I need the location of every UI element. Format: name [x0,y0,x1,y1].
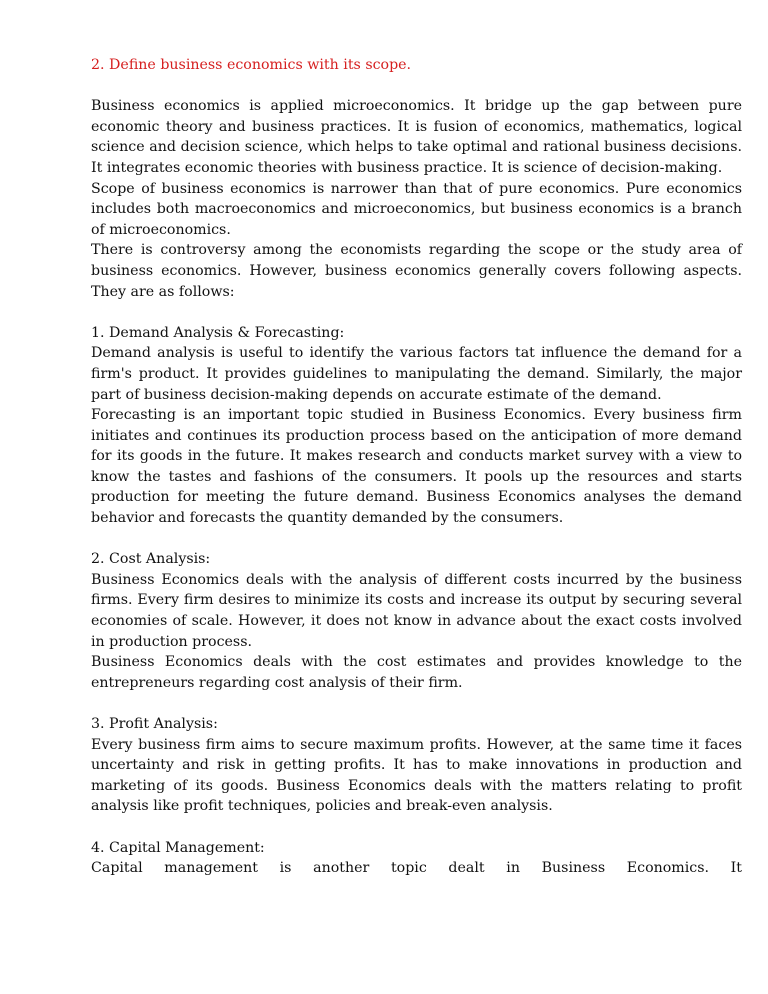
document-page [91,55,742,879]
intro-paragraph: Scope of business economics is narrower than that of pure economics. Pure economics includes both macroeconomics and microeconomics, but business economics is a branch of microeconomics. [91,180,742,238]
section-title-cost: 2. Cost Analysis: [91,551,211,568]
section-title-capital: 4. Capital Management: [91,839,265,856]
section-paragraph: Forecasting is an important topic studied in Business Economics. Every business firm initiates and continues its production process based on the anticipation of more demand for its goods in the future. It makes research and conducts market survey with a view to know the tastes and fashions of the consumers. It pools up the resources and starts production for meeting the future demand. Business Economics analyses the demand behavior and forecasts the quantity demanded by the consumers. [91,407,742,527]
section-paragraph: Demand analysis is useful to identify the various factors tat influence the demand for a firm's product. It provides guidelines to manipulating the demand. Similarly, the major part of business decision-making depends on accurate estimate of the demand. [91,345,742,403]
section-paragraph: Business Economics deals with the cost estimates and provides knowledge to the entrepreneurs regarding cost analysis of their firm. [91,654,742,691]
question-heading: 2. Define business economics with its scope. [91,57,412,73]
intro-paragraph: Business economics is applied microeconomics. It bridge up the gap between pure economic theory and business practices. It is fusion of economics, mathematics, logical science and decision science, which helps to take optimal and rational business decisions. It integrates economic theories with business practice. It is science of decision-making. [91,98,742,176]
spacer [91,302,742,323]
spacer [91,529,742,550]
section-title-profit: 3. Profit Analysis: [91,716,218,732]
section-paragraph: Capital management is another topic dealt in Business Economics. It [91,860,742,877]
spacer [91,817,742,838]
section-paragraph: Business Economics deals with the analysis of different costs incurred by the business firms. Every firm desires to minimize its costs and increase its output by securing several economies of scale. However, it does not know in advance about the exact costs involved in production process. [91,571,742,650]
spacer [91,693,742,714]
section-paragraph: Every business firm aims to secure maximum profits. However, at the same time it faces uncertainty and risk in getting profits. It has to make innovations in production and marketing of its goods. Business Economics deals with the matters relating to profit analysis like profit techniques, policies and break-even analysis. [91,736,742,815]
intro-paragraph: There is controversy among the economists regarding the scope or the study area of business economics. However, business economics generally covers following aspects. They are as follows: [91,242,742,300]
section-title-demand: 1. Demand Analysis & Forecasting: [91,324,345,341]
spacer [91,76,742,97]
